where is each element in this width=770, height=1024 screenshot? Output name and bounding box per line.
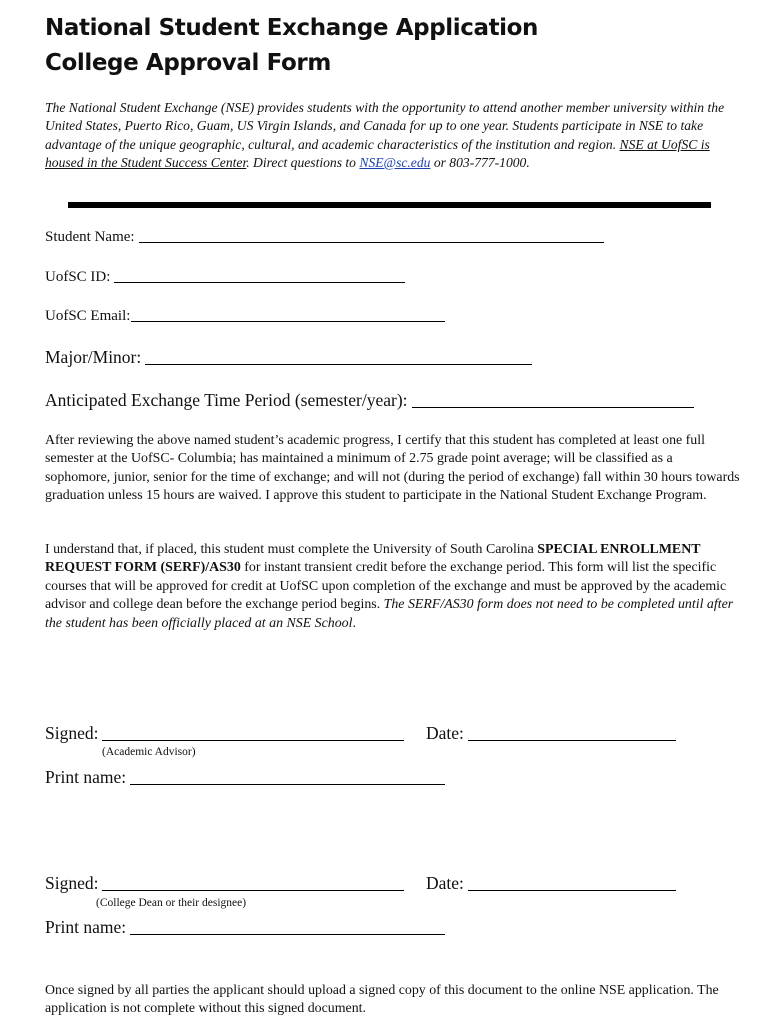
exchange-period-label: Anticipated Exchange Time Period (semester/year):: [45, 390, 408, 410]
advisor-print-name-line[interactable]: [130, 783, 445, 785]
advisor-print-name-field[interactable]: [45, 767, 445, 788]
advisor-signed-label: Signed:: [45, 723, 99, 743]
serf-text-c: .: [352, 615, 356, 631]
exchange-period-line[interactable]: [412, 406, 694, 408]
major-minor-label: Major/Minor:: [45, 347, 142, 367]
advisor-signature-line[interactable]: [102, 739, 404, 741]
student-name-label: Student Name:: [45, 229, 135, 245]
uofsc-email-line[interactable]: [131, 320, 445, 322]
advisor-signed-field[interactable]: [45, 723, 404, 744]
advisor-caption: (Academic Advisor): [102, 746, 196, 758]
dean-date-line[interactable]: [468, 889, 676, 891]
intro-underlined-text: NSE at UofSC is housed in the Student Success Center: [45, 136, 710, 170]
dean-print-name-label: Print name:: [45, 917, 127, 937]
uofsc-email-field[interactable]: [45, 308, 445, 325]
uofsc-id-line[interactable]: [114, 281, 405, 283]
advisor-print-name-label: Print name:: [45, 767, 127, 787]
uofsc-id-label: UofSC ID:: [45, 269, 111, 285]
major-minor-field[interactable]: [45, 347, 532, 368]
uofsc-id-field[interactable]: [45, 269, 405, 286]
advisor-date-field[interactable]: [426, 723, 676, 744]
footer-note: Once signed by all parties the applicant should upload a signed copy of this document to the online NSE application. The application is not complete without this signed document.: [45, 983, 719, 1017]
major-minor-line[interactable]: [145, 363, 532, 365]
serf-text-a: I understand that, if placed, this student must complete the University of South Carolina: [45, 542, 538, 557]
dean-date-label: Date:: [426, 873, 464, 893]
dean-signature-line[interactable]: [102, 889, 404, 891]
dean-signed-field[interactable]: [45, 873, 404, 894]
student-name-field[interactable]: [45, 229, 604, 246]
dean-print-name-line[interactable]: [130, 933, 445, 935]
intro-text-c: or 803-777-1000.: [430, 154, 530, 170]
serf-form-name: SPECIAL ENROLLMENT REQUEST FORM (SERF)/AS30: [45, 542, 701, 576]
form-title-line-1: National Student Exchange Application: [45, 15, 539, 41]
dean-signed-label: Signed:: [45, 873, 99, 893]
uofsc-email-label: UofSC Email:: [45, 308, 131, 324]
advisor-date-line[interactable]: [468, 739, 676, 741]
section-divider: [68, 202, 711, 208]
intro-paragraph: [45, 99, 735, 172]
serf-note: The SERF/AS30 form does not need to be completed until after the student has been officially placed at an NSE School: [45, 597, 734, 631]
serf-paragraph: [45, 541, 740, 633]
dean-caption: (College Dean or their designee): [96, 897, 247, 909]
exchange-period-field[interactable]: [45, 390, 694, 411]
intro-text-a: The National Student Exchange (NSE) provides students with the opportunity to attend another member university within the United States, Puerto Rico, Guam, US Virgin Islands, and Canada for up to one year. Students participate in NSE to take advantage of the unique geographic, cultural, and academic characteristics of the institution and region.: [45, 100, 725, 152]
intro-text-b: . Direct questions to: [246, 154, 360, 170]
dean-date-field[interactable]: [426, 873, 676, 894]
form-title-line-2: College Approval Form: [45, 50, 331, 76]
advisor-date-label: Date:: [426, 723, 464, 743]
dean-print-name-field[interactable]: [45, 917, 445, 938]
certification-paragraph: After reviewing the above named student’s academic progress, I certify that this student has completed at least one full semester at the UofSC- Columbia; has maintained a minimum of 2.75 grade point average; will be classified as a sophomore, junior, senior for the time of exchange; and will not (during the period of exchange) fall within 30 hours towards graduation unless 15 hours are waived. I approve this student to participate in the National Student Exchange Program.: [45, 433, 740, 504]
nse-email-link[interactable]: NSE@sc.edu: [359, 154, 431, 170]
student-name-line[interactable]: [139, 241, 604, 243]
serf-text-b: for instant transient credit before the exchange period. This form will list the specific courses that will be approved for credit at UofSC upon completion of the exchange and must be approved by the academic advisor and college dean before the exchange period begins.: [45, 560, 727, 613]
